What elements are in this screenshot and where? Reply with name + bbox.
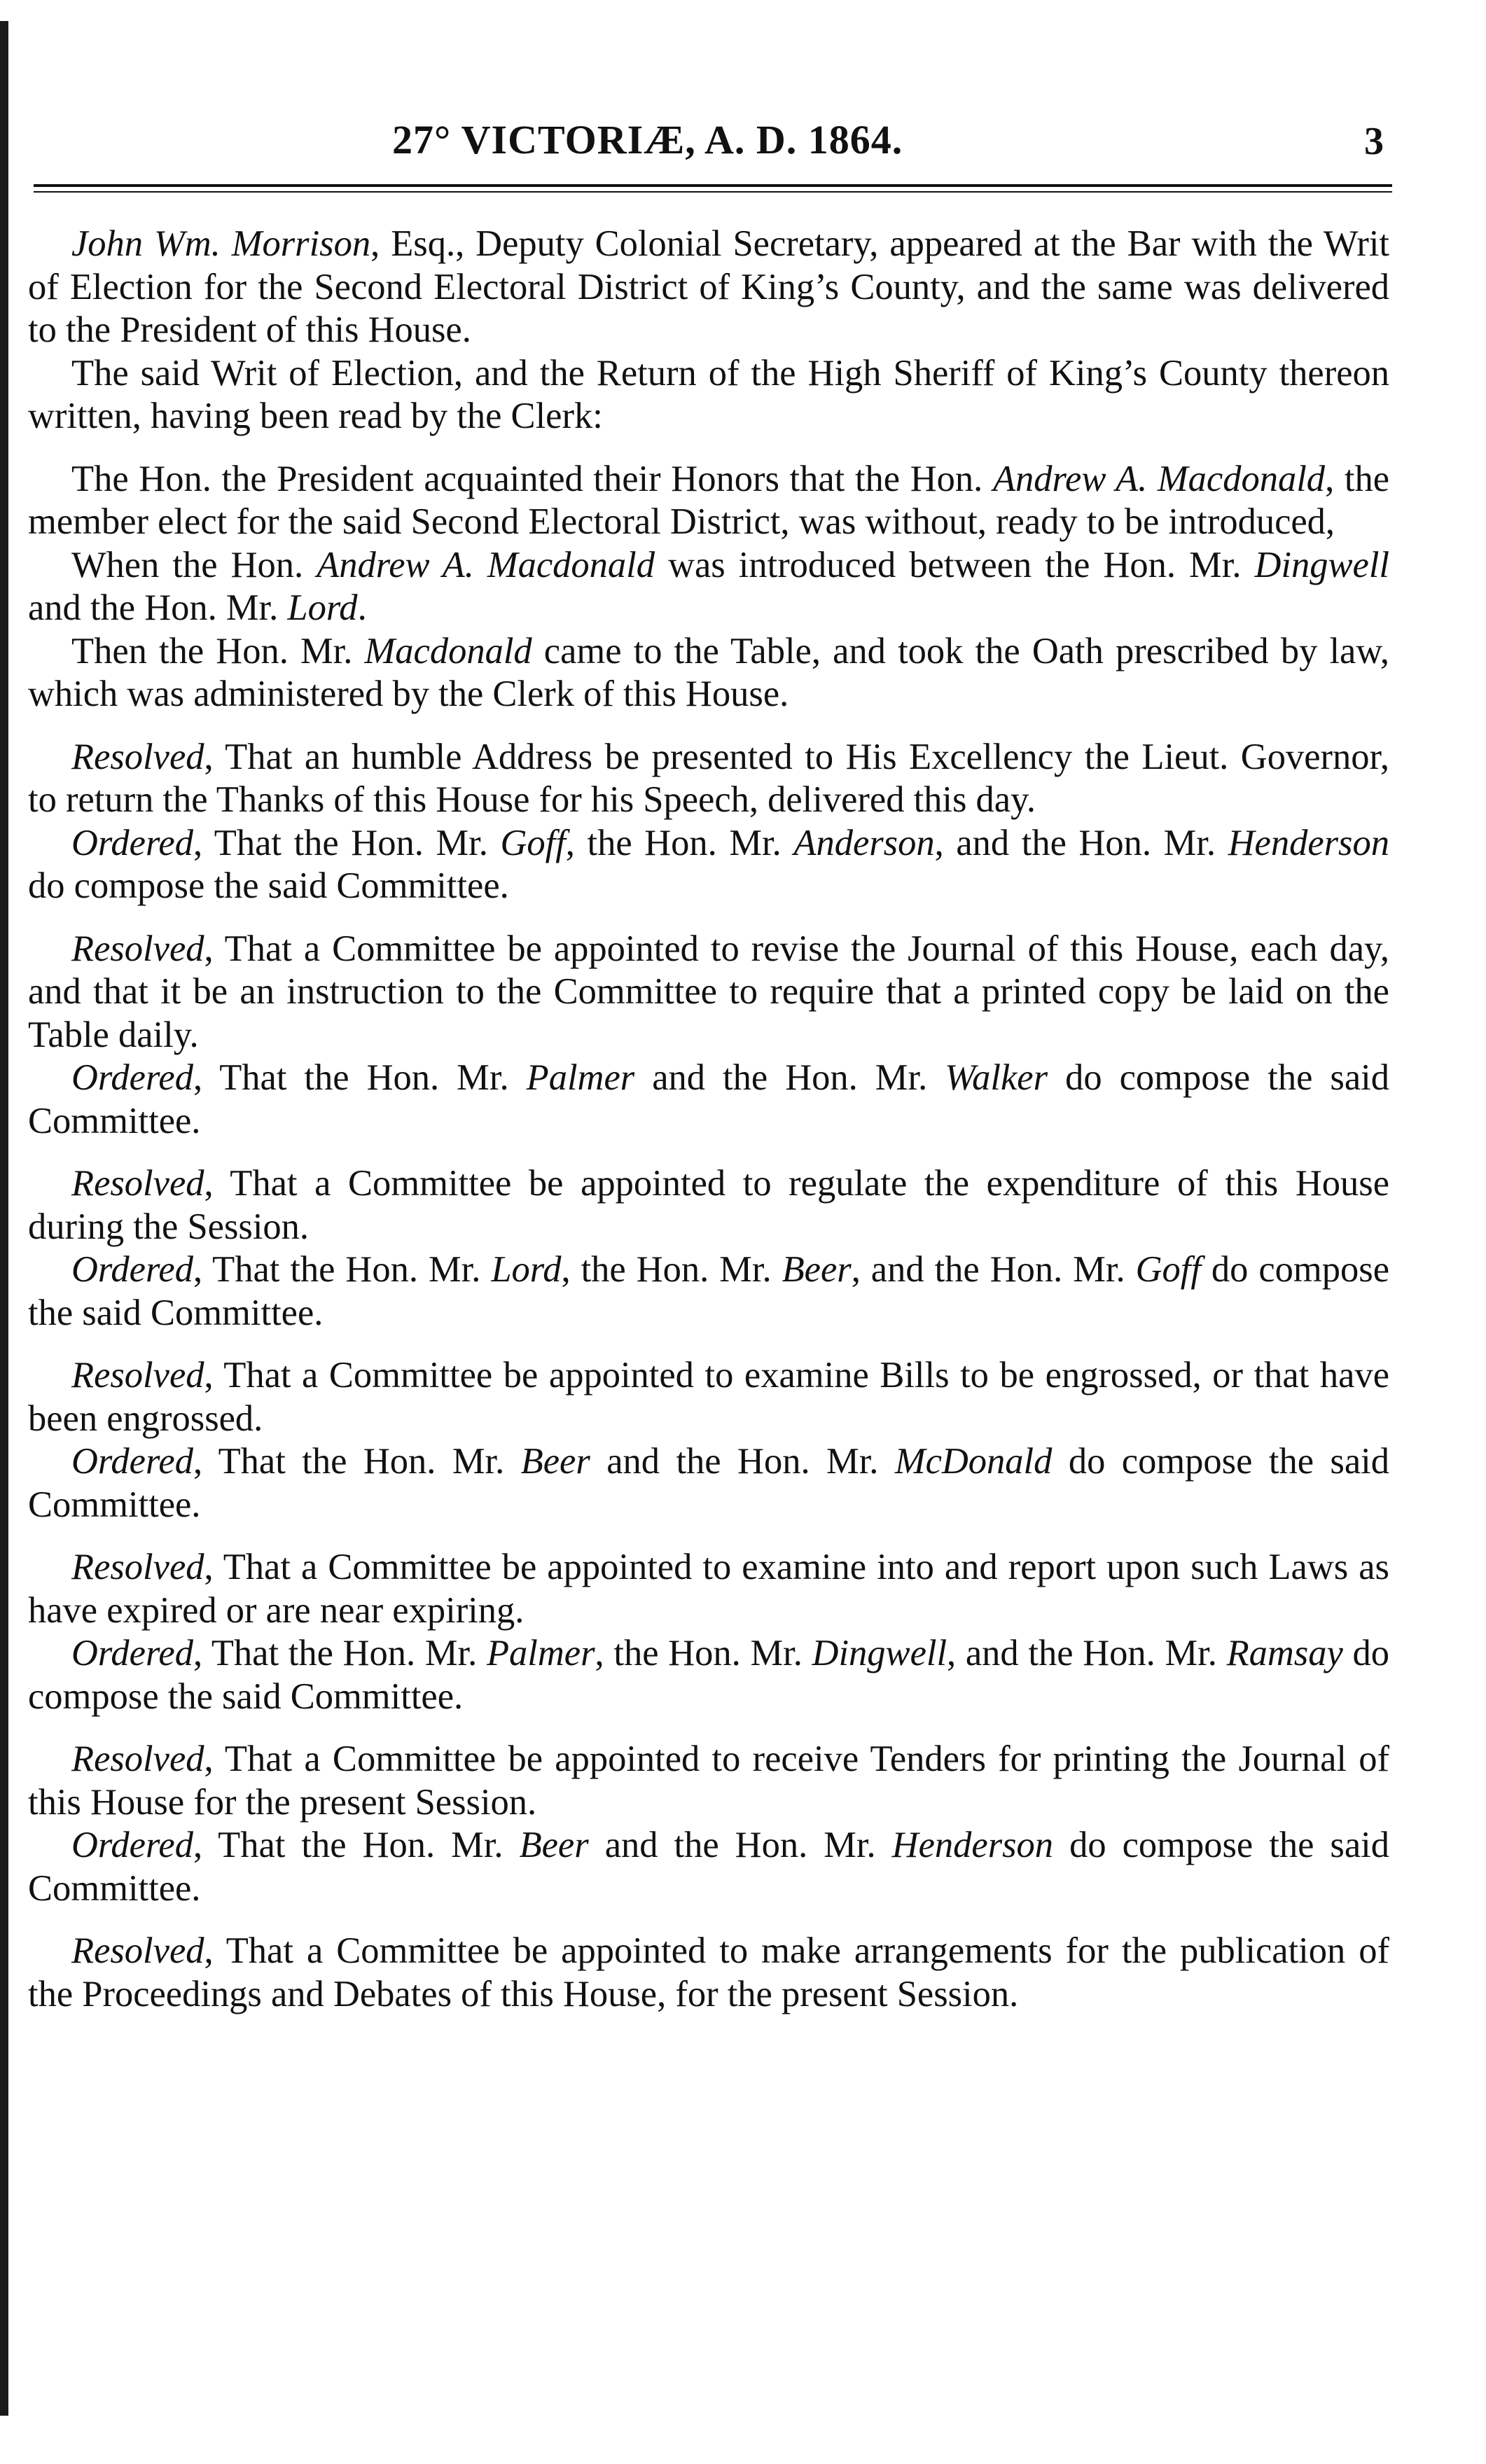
running-header: [0, 105, 1486, 182]
journal-paragraph: When the Hon. Andrew A. Macdonald was introduced between the Hon. Mr. Dingwell and the Hon. Mr. Lord.: [28, 544, 1389, 628]
journal-paragraph: The Hon. the President acquainted their Honors that the Hon. Andrew A. Macdonald, the member elect for the said Second Electoral District, was without, ready to be introduced,: [28, 458, 1389, 542]
journal-paragraph: Ordered, That the Hon. Mr. Beer and the Hon. Mr. McDonald do compose the said Committee.: [28, 1441, 1390, 1525]
journal-body: [28, 223, 1389, 2016]
journal-paragraph: Resolved, That a Committee be appointed to examine into and report upon such Laws as have expired or are near expiring.: [28, 1547, 1389, 1631]
journal-paragraph: John Wm. Morrison, Esq., Deputy Colonial Secretary, appeared at the Bar with the Writ of Election for the Second Electoral District of King’s County, and the same was delivered to the President of this House.: [28, 223, 1389, 350]
journal-paragraph: Resolved, That a Committee be appointed to examine Bills to be engrossed, or that have been engrossed.: [28, 1355, 1389, 1439]
journal-paragraph: Resolved, That a Committee be appointed to make arrangements for the publication of the Proceedings and Debates of this House, for the present Session.: [28, 1930, 1389, 2014]
journal-paragraph: Ordered, That the Hon. Mr. Lord, the Hon. Mr. Beer, and the Hon. Mr. Goff do compose the said Committee.: [28, 1249, 1389, 1333]
journal-paragraph: Ordered, That the Hon. Mr. Palmer, the Hon. Mr. Dingwell, and the Hon. Mr. Ramsay do compose the said Committee.: [28, 1633, 1390, 1717]
journal-paragraph: Then the Hon. Mr. Macdonald came to the Table, and took the Oath prescribed by law, which was administered by the Clerk of this House.: [28, 630, 1389, 714]
binding-edge: [0, 21, 8, 2416]
journal-paragraph: Resolved, That a Committee be appointed to receive Tenders for printing the Journal of this House for the present Session.: [28, 1739, 1389, 1823]
journal-paragraph: The said Writ of Election, and the Return of the High Sheriff of King’s County thereon written, having been read by the Clerk:: [28, 352, 1389, 436]
journal-paragraph: Ordered, That the Hon. Mr. Goff, the Hon. Mr. Anderson, and the Hon. Mr. Henderson do compose the said Committee.: [28, 822, 1389, 906]
journal-paragraph: Ordered, That the Hon. Mr. Palmer and the Hon. Mr. Walker do compose the said Committee.: [28, 1057, 1389, 1141]
page-number: 3: [1364, 120, 1384, 163]
header-rule-thin: [34, 191, 1392, 193]
journal-paragraph: Resolved, That a Committee be appointed to revise the Journal of this House, each day, and that it be an instruction to the Committee to require that a printed copy be laid on the Table daily.: [28, 928, 1389, 1055]
journal-paragraph: Resolved, That an humble Address be presented to His Excellency the Lieut. Governor, to return the Thanks of this House for his Speech, delivered this day.: [28, 736, 1389, 820]
header-title: 27° VICTORIÆ, A. D. 1864.: [392, 117, 903, 162]
header-rule-thick: [34, 184, 1392, 187]
journal-paragraph: Resolved, That a Committee be appointed to regulate the expenditure of this House during the Session.: [28, 1163, 1389, 1247]
journal-paragraph: Ordered, That the Hon. Mr. Beer and the Hon. Mr. Henderson do compose the said Committee.: [28, 1825, 1389, 1909]
